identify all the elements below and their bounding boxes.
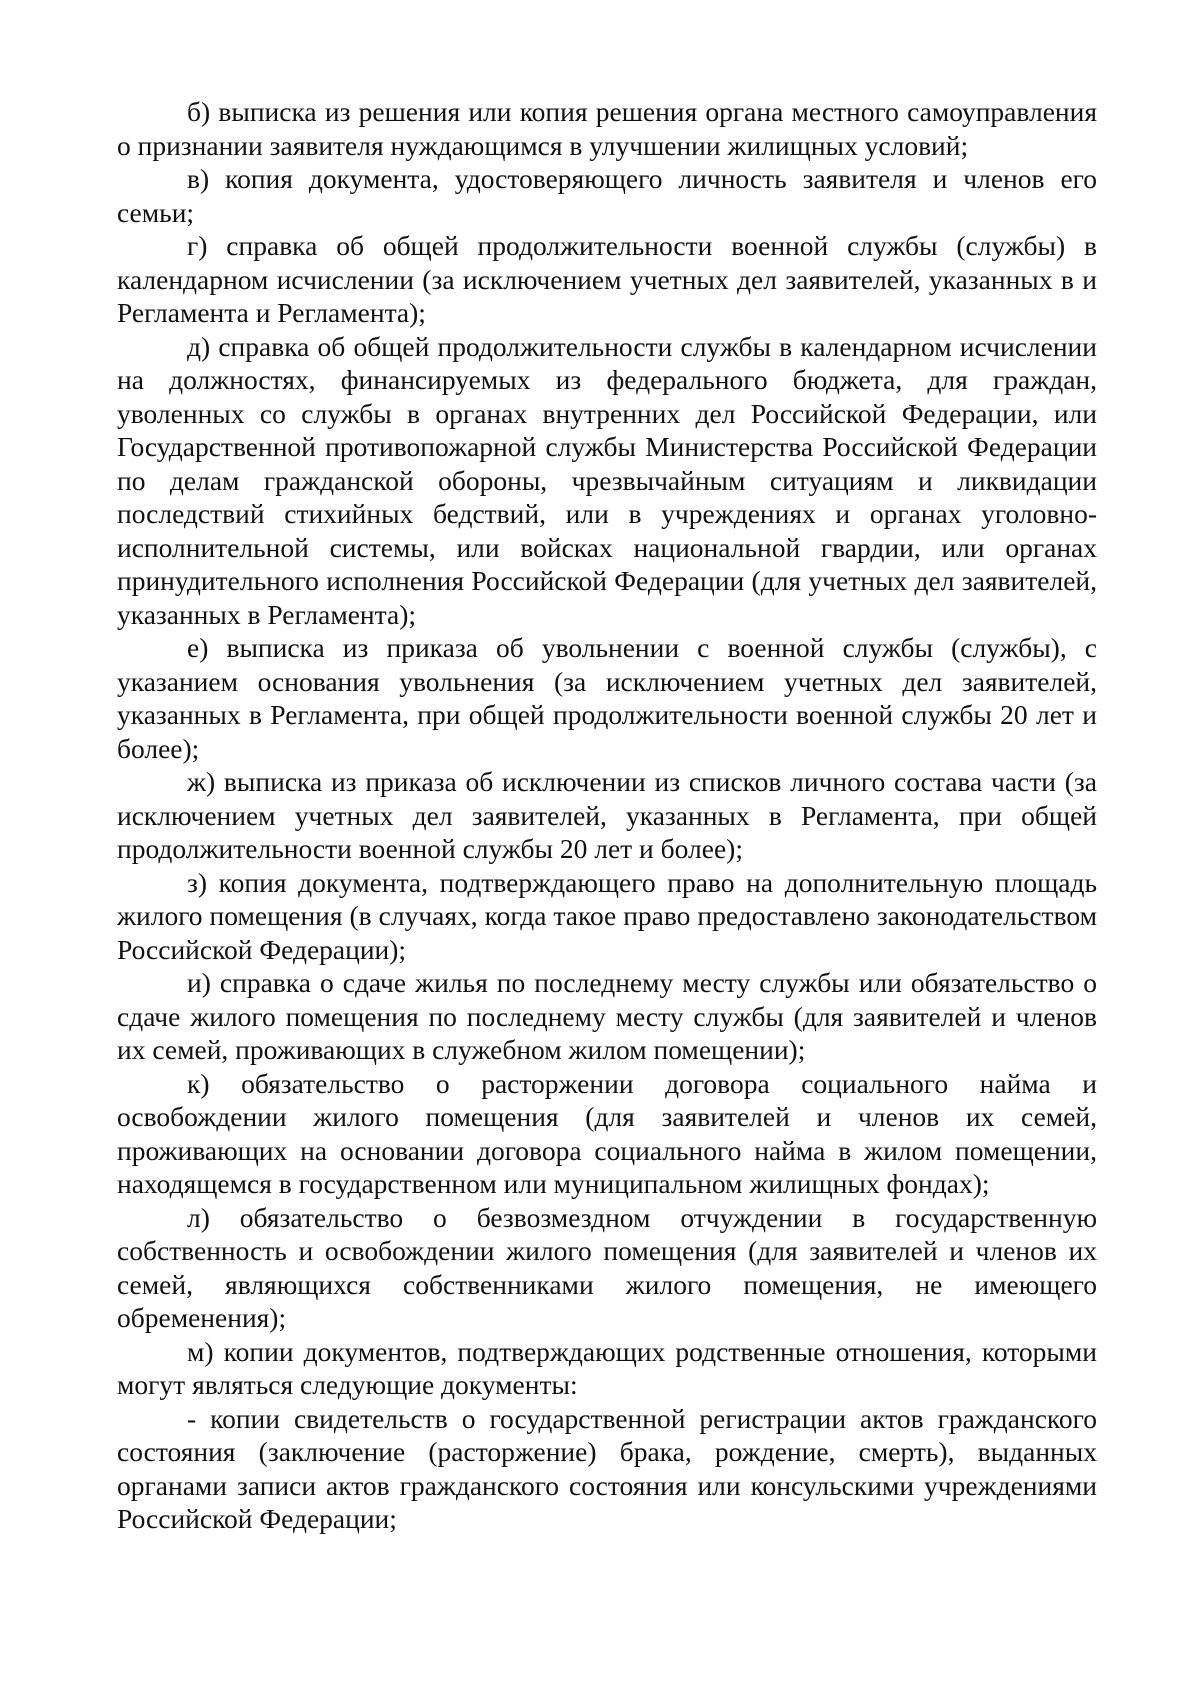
document-body [117,95,1097,1536]
paragraph-k: к) обязательство о расторжении договора социального найма и освобождении жилого помещения (для заявителей и членов их семей, проживающих на основании договора социального найма в жилом помещении, находящемся в государственном или муниципальном жилищных фондах); [117,1067,1097,1199]
paragraph-l: л) обязательство о безвозмездном отчуждении в государственную собственность и освобождении жилого помещения (для заявителей и членов их семей, являющихся собственниками жилого помещения, не имеющего обременения); [117,1201,1097,1333]
paragraph-zh: ж) выписка из приказа об исключении из списков личного состава части (за исключением учетных дел заявителей, указанных в Регламента, при общей продолжительности военной службы 20 лет и более); [117,766,1097,864]
paragraph-m: м) копии документов, подтверждающих родственные отношения, которыми могут являться следующие документы: [117,1335,1097,1400]
paragraph-d: д) справка об общей продолжительности службы в календарном исчислении на должностях, финансируемых из федерального бюджета, для граждан, уволенных со службы в органах внутренних дел Российской Федерации, или Государственной противопожарной службы Министерства Российской Федерации по делам гражданской обороны, чрезвычайным ситуациям и ликвидации последствий стихийных бедствий, или в учреждениях и органах уголовно-исполнительной системы, или войсках национальной гвардии, или органах принудительного исполнения Российской Федерации (для учетных дел заявителей, указанных в Регламента); [117,330,1097,630]
paragraph-m-bullet: - копии свидетельств о государственной регистрации актов гражданского состояния (заключение (расторжение) брака, рождение, смерть), выданных органами записи актов гражданского состояния или консульскими учреждениями Российской Федерации; [117,1402,1097,1534]
paragraph-v: в) копия документа, удостоверяющего личность заявителя и членов его семьи; [117,163,1097,228]
paragraph-b: б) выписка из решения или копия решения органа местного самоуправления о признании заявителя нуждающимся в улучшении жилищных условий; [117,96,1097,161]
paragraph-e: е) выписка из приказа об увольнении с военной службы (службы), с указанием основания увольнения (за исключением учетных дел заявителей, указанных в Регламента, при общей продолжительности военной службы 20 лет и более); [117,632,1097,764]
paragraph-g: г) справка об общей продолжительности военной службы (службы) в календарном исчислении (за исключением учетных дел заявителей, указанных в и Регламента и Регламента); [117,230,1097,328]
paragraph-i: и) справка о сдаче жилья по последнему месту службы или обязательство о сдаче жилого помещения по последнему месту службы (для заявителей и членов их семей, проживающих в служебном жилом помещении); [117,967,1097,1065]
paragraph-z: з) копия документа, подтверждающего право на дополнительную площадь жилого помещения (в случаях, когда такое право предоставлено законодательством Российской Федерации); [117,866,1097,965]
